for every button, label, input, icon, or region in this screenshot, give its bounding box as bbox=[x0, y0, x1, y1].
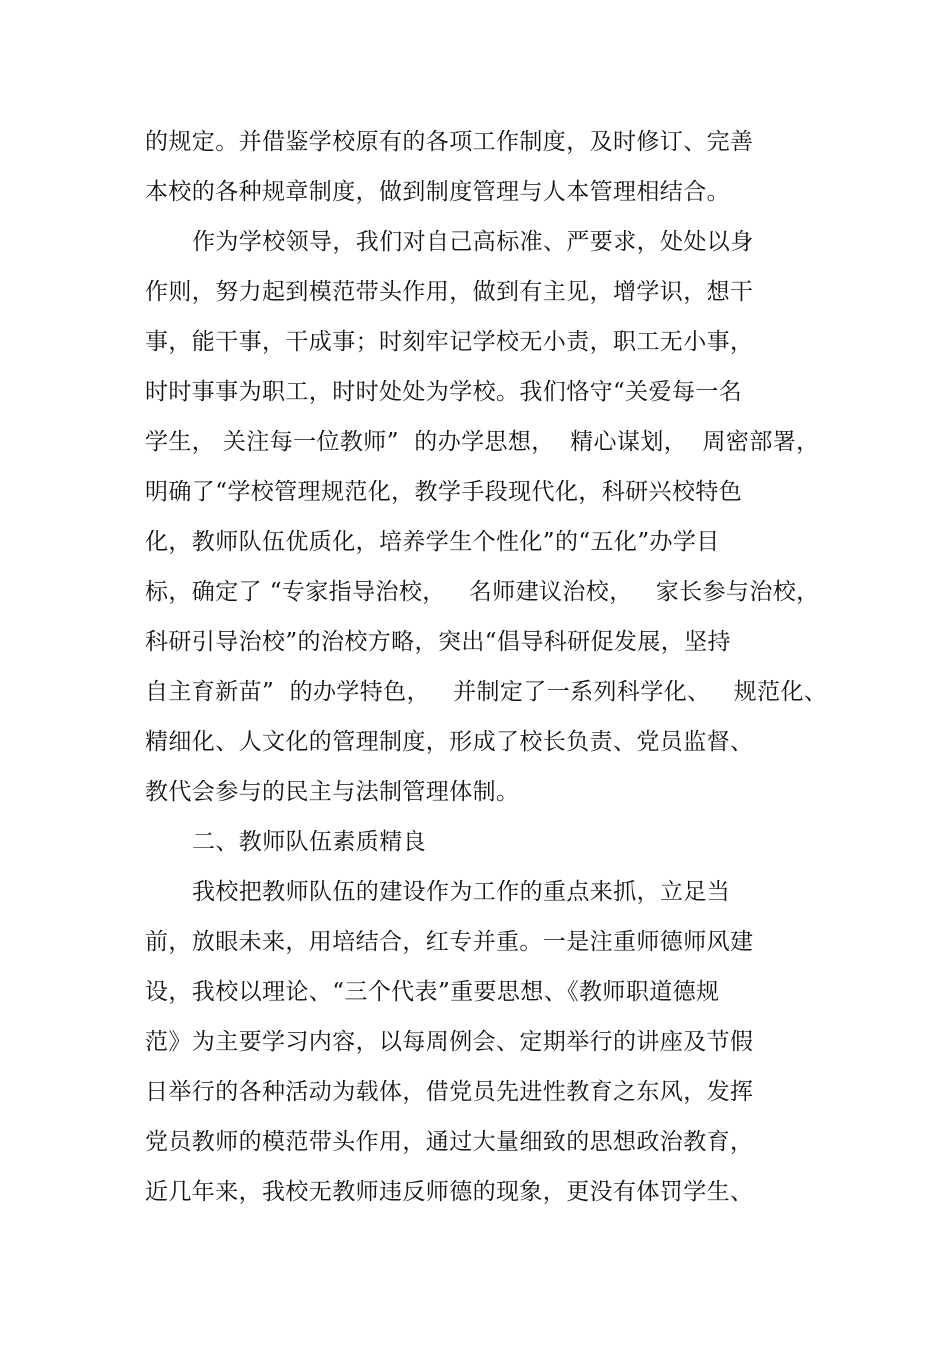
text-line: 本校的各种规章制度，做到制度管理与人本管理相结合。 bbox=[145, 179, 730, 205]
text-line: 自主育新苗” 的办学特色， 并制定了一系列科学化、 规范化、 bbox=[145, 679, 828, 705]
text-line: 科研引导治校”的治校方略，突出“倡导科研促发展，坚持 bbox=[145, 629, 731, 655]
text-line: 事，能干事，干成事；时刻牢记学校无小责，职工无小事， bbox=[145, 329, 754, 355]
text-line: 精细化、人文化的管理制度，形成了校长负责、党员监督、 bbox=[145, 729, 754, 755]
text-line: 化，教师队伍优质化，培养学生个性化”的“五化”办学目 bbox=[145, 529, 720, 555]
text-line: 标，确定了 “专家指导治校， 名师建议治校， 家长参与治校， bbox=[145, 579, 820, 605]
paragraph-start-line: 我校把教师队伍的建设作为工作的重点来抓，立足当 bbox=[192, 879, 731, 905]
text-line: 范》为主要学习内容，以每周例会、定期举行的讲座及节假 bbox=[145, 1029, 754, 1055]
text-line: 学生， 关注每一位教师” 的办学思想， 精心谋划， 周密部署， bbox=[145, 429, 820, 455]
text-line: 日举行的各种活动为载体，借党员先进性教育之东风，发挥 bbox=[145, 1079, 754, 1105]
text-line: 党员教师的模范带头作用，通过大量细致的思想政治教育， bbox=[145, 1129, 754, 1155]
text-line: 的规定。并借鉴学校原有的各项工作制度，及时修订、完善 bbox=[145, 129, 754, 155]
text-line: 时时事事为职工，时时处处为学校。我们恪守“关爱每一名 bbox=[145, 379, 743, 405]
text-line: 近几年来，我校无教师违反师德的现象，更没有体罚学生、 bbox=[145, 1179, 754, 1205]
text-line: 前，放眼未来，用培结合，红专并重。一是注重师德师风建 bbox=[145, 929, 754, 955]
text-line: 作则，努力起到模范带头作用，做到有主见，增学识，想干 bbox=[145, 279, 754, 305]
section-heading: 二、教师队伍素质精良 bbox=[192, 829, 426, 855]
text-line: 设，我校以理论、“三个代表”重要思想、《教师职道德规 bbox=[145, 979, 720, 1005]
text-line: 教代会参与的民主与法制管理体制。 bbox=[145, 779, 520, 805]
text-line: 明确了“学校管理规范化，教学手段现代化，科研兴校特色 bbox=[145, 479, 743, 505]
paragraph-start-line: 作为学校领导，我们对自己高标准、严要求，处处以身 bbox=[192, 229, 754, 255]
